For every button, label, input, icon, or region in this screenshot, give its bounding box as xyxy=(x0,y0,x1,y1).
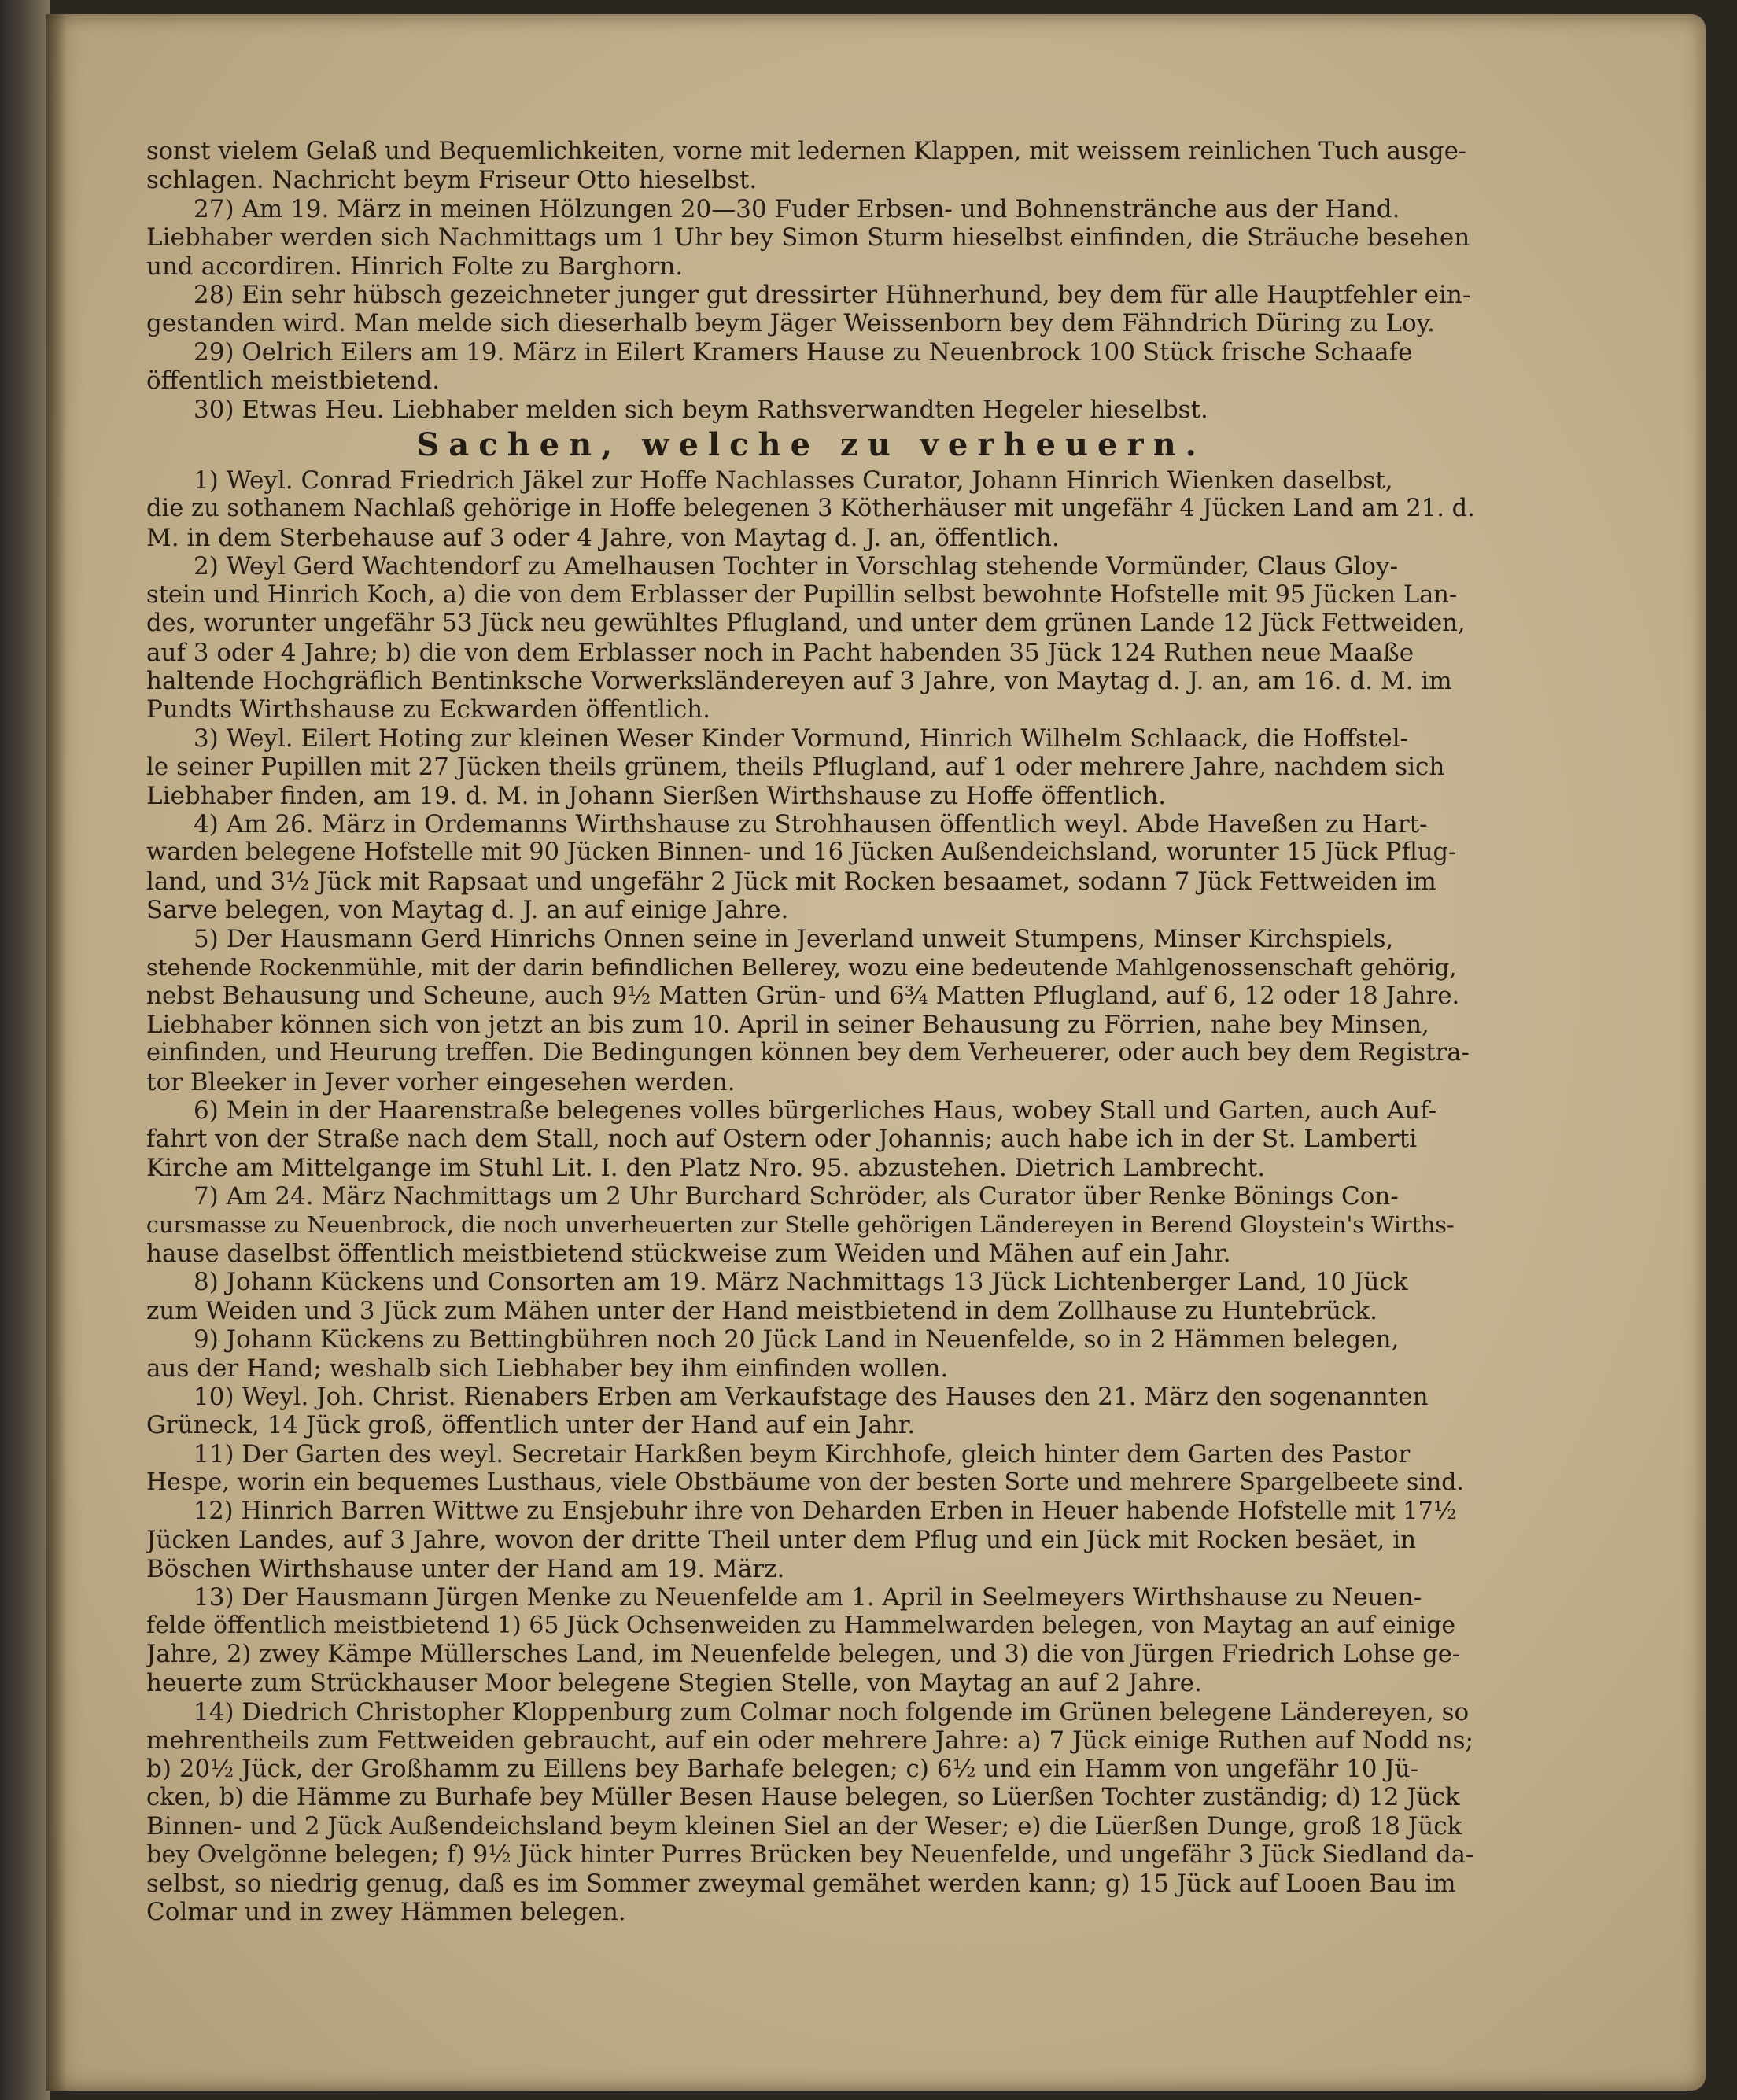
text-line: fahrt von der Straße nach dem Stall, noch auf Ostern oder Johannis; auch habe ich in der St. Lamberti xyxy=(146,1125,1418,1154)
text-line: aus der Hand; weshalb sich Liebhaber bey ihm einfinden wollen. xyxy=(146,1354,949,1383)
text-line: 8) Johann Kückens und Consorten am 19. März Nachmittags 13 Jück Lichtenberger Land, 10 Jück xyxy=(194,1268,1408,1297)
text-line: die zu sothanem Nachlaß gehörige in Hoffe belegenen 3 Kötherhäuser mit ungefähr 4 Jücken Land am 21. d. xyxy=(146,495,1475,523)
text-line: Sarve belegen, von Maytag d. J. an auf einige Jahre. xyxy=(146,896,789,925)
text-line: schlagen. Nachricht beym Friseur Otto hieselbst. xyxy=(146,166,758,195)
text-line: auf 3 oder 4 Jahre; b) die von dem Erblasser noch in Pacht habenden 35 Jück 124 Ruthen neue Maaße xyxy=(146,638,1414,667)
text-line: 3) Weyl. Eilert Hoting zur kleinen Weser Kinder Vormund, Hinrich Wilhelm Schlaack, die Hoffstel- xyxy=(194,724,1409,753)
text-line: 10) Weyl. Joh. Christ. Rienabers Erben am Verkaufstage des Hauses den 21. März den sogenannten xyxy=(194,1383,1429,1412)
text-line: Liebhaber können sich von jetzt an bis zum 10. April in seiner Behausung zu Förrien, nahe bey Minsen, xyxy=(146,1010,1429,1039)
left-page-edge xyxy=(0,0,50,2100)
text-line: selbst, so niedrig genug, daß es im Sommer zweymal gemähet werden kann; g) 15 Jück auf Looen Bau im xyxy=(146,1869,1456,1898)
text-line: 28) Ein sehr hübsch gezeichneter junger gut dressirter Hühnerhund, bey dem für alle Hauptfehler ein- xyxy=(194,281,1471,310)
text-line: stein und Hinrich Koch, a) die von dem Erblasser der Pupillin selbst bewohnte Hofstelle mit 95 Jücken Lan- xyxy=(146,580,1458,609)
notices-top xyxy=(146,138,1476,424)
notices-main xyxy=(146,466,1476,1927)
text-line: 5) Der Hausmann Gerd Hinrichs Onnen seine in Jeverland unweit Stumpens, Minser Kirchspiels, xyxy=(194,924,1394,953)
text-line: 14) Diedrich Christopher Kloppenburg zum Colmar noch folgende im Grünen belegene Ländereyen, so xyxy=(194,1697,1470,1726)
text-line: heuerte zum Strückhauser Moor belegene Stegien Stelle, von Maytag an auf 2 Jahre. xyxy=(146,1669,1202,1698)
text-line: 30) Etwas Heu. Liebhaber melden sich beym Rathsverwandten Hegeler hieselbst. xyxy=(194,395,1208,424)
text-line: 2) Weyl Gerd Wachtendorf zu Amelhausen Tochter in Vorschlag stehende Vormünder, Claus Gloy- xyxy=(194,552,1399,581)
text-line: mehrentheils zum Fettweiden gebraucht, auf ein oder mehrere Jahre: a) 7 Jück einige Ruthen auf Nodd ns; xyxy=(146,1726,1473,1755)
text-line: haltende Hochgräflich Bentinksche Vorwerksländereyen auf 3 Jahre, von Maytag d. J. an, am 16. d. M. im xyxy=(146,666,1452,695)
section-heading: Sachen, welche zu verheuern. xyxy=(416,426,1206,464)
text-line: 29) Oelrich Eilers am 19. März in Eilert Kramers Hause zu Neuenbrock 100 Stück frische Schaafe xyxy=(194,337,1413,367)
text-line: Jahre, 2) zwey Kämpe Müllersches Land, im Neuenfelde belegen, und 3) die von Jürgen Friedrich Lohse ge- xyxy=(146,1640,1461,1668)
text-line: 1) Weyl. Conrad Friedrich Jäkel zur Hoffe Nachlasses Curator, Johann Hinrich Wienken daselbst, xyxy=(194,466,1393,496)
text-line: felde öffentlich meistbietend 1) 65 Jück Ochsenweiden zu Hammelwarden belegen, von Maytag an auf einige xyxy=(146,1612,1456,1640)
text-line: b) 20½ Jück, der Großhamm zu Eillens bey Barhafe belegen; c) 6½ und ein Hamm von ungefähr 10 Jü- xyxy=(146,1755,1419,1784)
text-line: le seiner Pupillen mit 27 Jücken theils grünem, theils Pflugland, auf 1 oder mehrere Jahre, nachdem sich xyxy=(146,753,1445,782)
text-line: gestanden wird. Man melde sich dieserhalb beym Jäger Weissenborn bey dem Fähndrich Düring zu Loy. xyxy=(146,309,1435,338)
text-line: nebst Behausung und Scheune, auch 9½ Matten Grün- und 6¾ Matten Pflugland, auf 6, 12 oder 18 Jahre. xyxy=(146,982,1460,1011)
text-line: sonst vielem Gelaß und Bequemlichkeiten, vorne mit ledernen Klappen, mit weissem reinlichen Tuch ausge- xyxy=(146,138,1467,165)
text-line: 12) Hinrich Barren Wittwe zu Ensjebuhr ihre von Deharden Erben in Heuer habende Hofstelle mit 17½ xyxy=(194,1497,1457,1525)
text-line: cken, b) die Hämme zu Burhafe bey Müller Besen Hause belegen, so Lüerßen Tochter zuständig; d) 12 Jück xyxy=(146,1783,1460,1811)
text-line: 4) Am 26. März in Ordemanns Wirthshause zu Strohhausen öffentlich weyl. Abde Haveßen zu Hart- xyxy=(194,809,1428,838)
text-line: Pundts Wirthshause zu Eckwarden öffentlich. xyxy=(146,695,710,724)
text-line: und accordiren. Hinrich Folte zu Barghorn. xyxy=(146,252,684,281)
text-line: 6) Mein in der Haarenstraße belegenes volles bürgerliches Haus, wobey Stall und Garten, auch Auf- xyxy=(194,1096,1437,1125)
text-line: 7) Am 24. März Nachmittags um 2 Uhr Burchard Schröder, als Curator über Renke Bönings Con- xyxy=(194,1182,1399,1211)
text-line: zum Weiden und 3 Jück zum Mähen unter der Hand meistbietend in dem Zollhause zu Huntebrück. xyxy=(146,1296,1377,1325)
text-line: warden belegene Hofstelle mit 90 Jücken Binnen- und 16 Jücken Außendeichsland, worunter 15 Jück Pflug- xyxy=(146,838,1457,867)
text-line: 9) Johann Kückens zu Bettingbühren noch 20 Jück Land in Neuenfelde, so in 2 Hämmen belegen, xyxy=(194,1325,1400,1354)
text-line: M. in dem Sterbehause auf 3 oder 4 Jahre, von Maytag d. J. an, öffentlich. xyxy=(146,523,1060,552)
text-line: Grüneck, 14 Jück groß, öffentlich unter der Hand auf ein Jahr. xyxy=(146,1411,916,1440)
text-line: Binnen- und 2 Jück Außendeichsland beym kleinen Siel an der Weser; e) die Lüerßen Dunge, groß 18 Jück xyxy=(146,1812,1462,1841)
text-line: Böschen Wirthshause unter der Hand am 19. März. xyxy=(146,1554,785,1583)
text-line: Jücken Landes, auf 3 Jahre, wovon der dritte Theil unter dem Pflug und ein Jück mit Rocken besäet, in xyxy=(146,1526,1417,1555)
text-line: einfinden, und Heurung treffen. Die Bedingungen können bey dem Verheuerer, oder auch bey dem Registra- xyxy=(146,1039,1470,1067)
text-line: cursmasse zu Neuenbrock, die noch unverheuerten zur Stelle gehörigen Ländereyen in Berend Gloystein's Wirths- xyxy=(146,1211,1455,1238)
text-line: 27) Am 19. März in meinen Hölzungen 20—30 Fuder Erbsen- und Bohnenstränche aus der Hand. xyxy=(194,194,1400,223)
text-line: des, worunter ungefähr 53 Jück neu gewühltes Pflugland, und unter dem grünen Lande 12 Jück Fettweiden, xyxy=(146,610,1466,638)
text-line: Liebhaber werden sich Nachmittags um 1 Uhr bey Simon Sturm hieselbst einfinden, die Sträuche besehen xyxy=(146,223,1470,252)
text-line: 13) Der Hausmann Jürgen Menke zu Neuenfelde am 1. April in Seelmeyers Wirthshause zu Neuen- xyxy=(194,1582,1422,1612)
text-line: tor Bleeker in Jever vorher eingesehen werden. xyxy=(146,1067,736,1096)
text-line: Liebhaber finden, am 19. d. M. in Johann Sierßen Wirthshause zu Hoffe öffentlich. xyxy=(146,781,1167,810)
article-text xyxy=(146,138,1476,1927)
page-fold-shadow xyxy=(46,14,66,2091)
text-line: Kirche am Mittelgange im Stuhl Lit. I. den Platz Nro. 95. abzustehen. Dietrich Lambrecht. xyxy=(146,1153,1266,1182)
text-line: land, und 3½ Jück mit Rapsaat und ungefähr 2 Jück mit Rocken besaamet, sodann 7 Jück Fettweiden im xyxy=(146,867,1436,896)
text-line: hause daselbst öffentlich meistbietend stückweise zum Weiden und Mähen auf ein Jahr. xyxy=(146,1240,1231,1269)
text-line: 11) Der Garten des weyl. Secretair Harkßen beym Kirchhofe, gleich hinter dem Garten des Pastor xyxy=(194,1439,1411,1468)
text-line: bey Ovelgönne belegen; f) 9½ Jück hinter Purres Brücken bey Neuenfelde, und ungefähr 3 Jück Siedland da- xyxy=(146,1840,1474,1869)
text-line: öffentlich meistbietend. xyxy=(146,367,441,396)
text-line: Hespe, worin ein bequemes Lusthaus, viele Obstbäume von der besten Sorte und mehrere Spargelbeete sind. xyxy=(146,1468,1465,1497)
text-line: Colmar und in zwey Hämmen belegen. xyxy=(146,1898,626,1927)
text-line: stehende Rockenmühle, mit der darin befindlichen Bellerey, wozu eine bedeutende Mahlgenossenschaft gehörig, xyxy=(146,953,1457,981)
